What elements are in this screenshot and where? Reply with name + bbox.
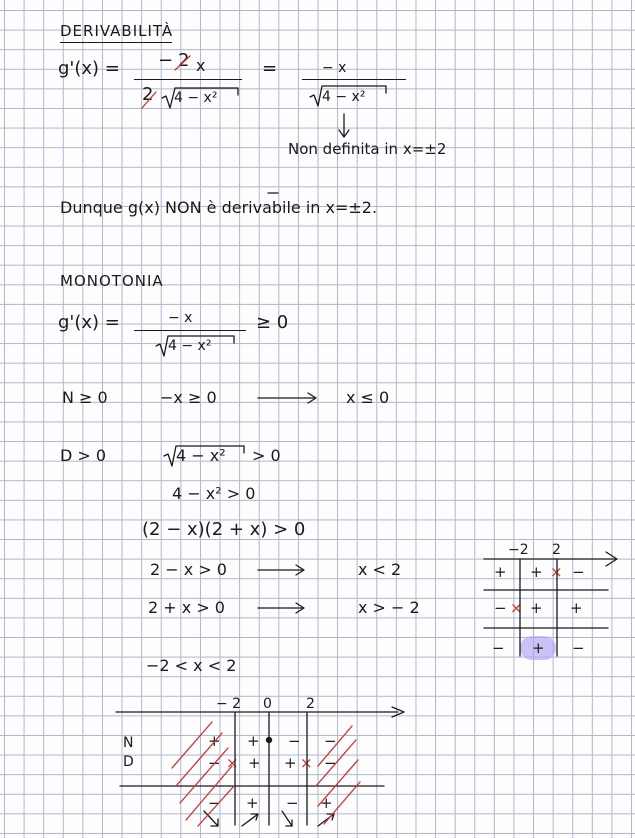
derivabilita-equals: = [262,58,278,79]
small-table-r1-mark: × [550,563,563,581]
denominator-step4: 2 − x > 0 [150,560,227,579]
denominator-step4-result: x < 2 [358,560,402,579]
big-table-n-c2: + [247,732,260,750]
big-table-d-c2: + [248,754,261,772]
derivabilita-den1-radicand: 4 − x² [174,90,218,106]
numerator-label: N ≥ 0 [62,388,108,407]
big-table-n-c3: − [288,732,301,750]
small-table-r3-c2: + [532,639,545,657]
big-table-d-mark-right: × [300,754,313,772]
derivabilita-num1-minus: − [158,50,174,71]
small-table-r2-c2: + [530,599,543,617]
big-table-d-c3: + [284,754,297,772]
numerator-inequality: −x ≥ 0 [160,388,217,407]
big-table-label-d: D [123,754,134,770]
small-table-r3-c1: − [492,639,505,657]
denominator-step1-radicand: 4 − x² [176,446,226,465]
monotonia-den-radicand: 4 − x² [168,338,212,354]
derivabilita-den1-two: 2 [142,84,154,105]
denominator-step5-result: x > − 2 [358,598,420,617]
big-table-n-c4: − [324,732,337,750]
big-table-sign-c2: + [246,794,259,812]
big-table-label-n: N [123,735,134,751]
big-table-d-c1: − [208,754,221,772]
derivabilita-note: Non definita in x=±2 [288,140,447,158]
denominator-step3: (2 − x)(2 + x) > 0 [142,519,306,540]
small-table-tick-minus2: −2 [508,542,529,558]
small-table-r1-c1: + [494,563,507,581]
monotonia-relation: ≥ 0 [256,312,289,333]
small-table-r1-c2: + [530,563,543,581]
small-table-r2-c1: − [494,599,507,617]
big-table-sign-c4: + [320,794,333,812]
denominator-step2: 4 − x² > 0 [172,484,256,503]
numerator-result: x ≤ 0 [346,388,390,407]
monotonia-heading: MONOTONIA [60,272,164,290]
small-table-tick-2: 2 [552,542,561,558]
denominator-step1-relation: > 0 [252,446,281,465]
big-table-d-mark-left: × [226,754,239,772]
derivabilita-num2: − x [322,60,347,76]
big-table-n-c1: + [208,732,221,750]
derivabilita-conclusion: Dunque g(x) NON è derivabile in x=±2. [60,198,378,217]
denominator-final: −2 < x < 2 [146,656,237,675]
derivabilita-lhs: g'(x) = [58,58,120,79]
denominator-label: D > 0 [60,446,107,465]
monotonia-num: − x [168,310,193,326]
big-table-tick-minus2: − 2 [216,696,242,712]
derivabilita-num1-x: x [196,56,206,75]
derivabilita-den2-radicand: 4 − x² [322,89,366,105]
big-table-sign-c3: − [286,794,299,812]
big-table-tick-2: 2 [306,696,315,712]
denominator-step5: 2 + x > 0 [148,598,225,617]
small-table-r1-c3: − [572,563,585,581]
small-table-r2-mark: × [510,599,523,617]
big-table-tick-0: 0 [263,696,272,712]
small-table-r2-c3: + [570,599,583,617]
monotonia-lhs: g'(x) = [58,312,120,333]
derivabilita-num1-two: 2 [178,50,190,71]
big-table-d-c4: − [324,754,337,772]
small-table-r3-c3: − [572,639,585,657]
derivabilita-heading: DERIVABILITÀ [60,22,174,40]
big-table-sign-c1: − [208,794,221,812]
